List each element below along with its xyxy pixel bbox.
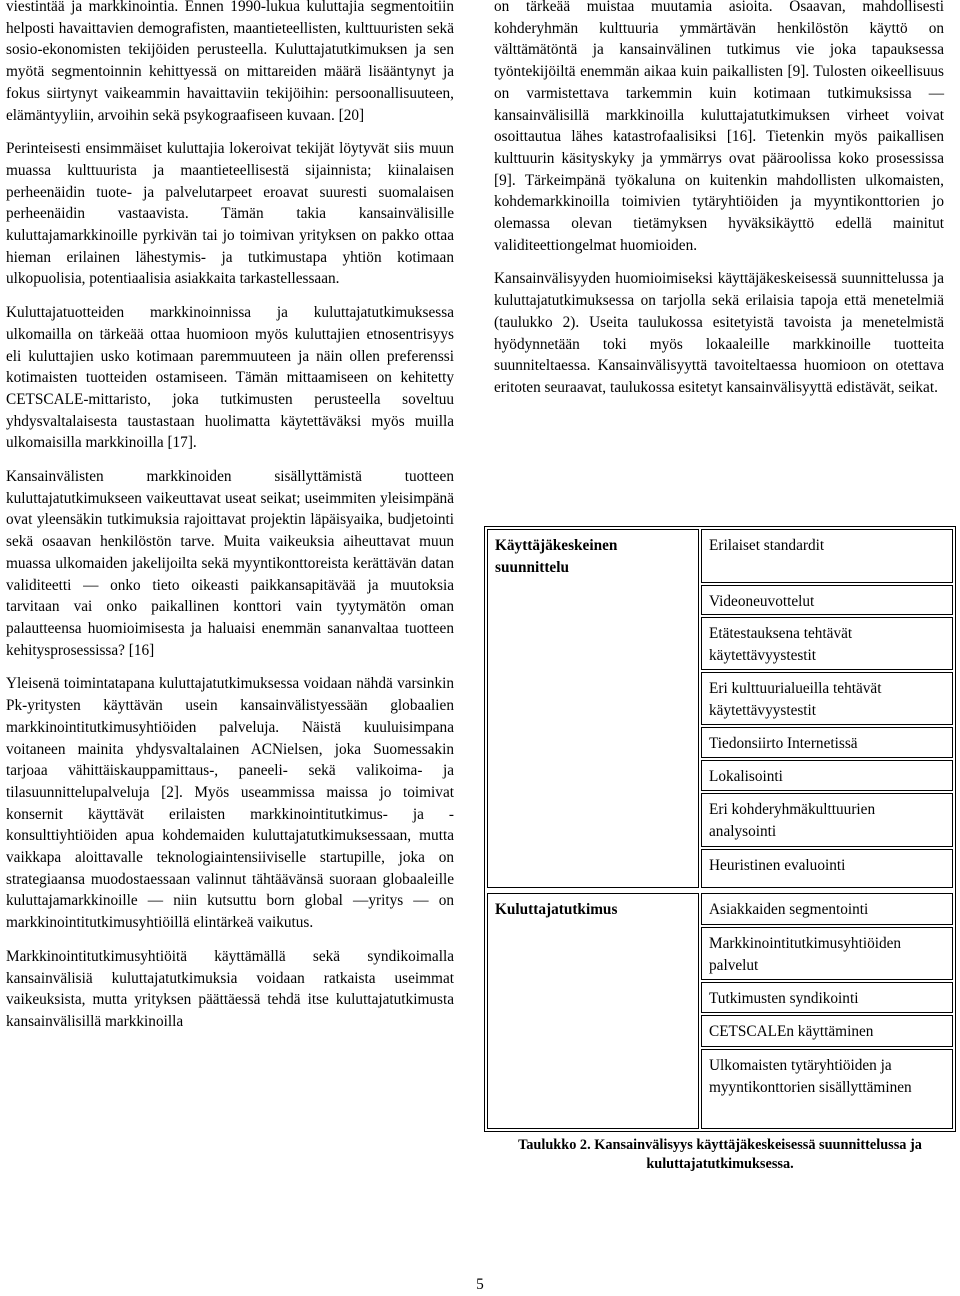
- page-number: 5: [476, 1276, 484, 1293]
- table-group-label: Kuluttajatutkimus: [487, 893, 699, 1129]
- paragraph: Yleisenä toimintatapana kuluttajatutkimuksessa voidaan nähdä varsinkin Pk-yritysten käyttävän usein kansainvälistyessään globaalien markkinointitutkimusyhtiöiden palveluja. Näistä kuuluisimpana voitaneen mainita yhdysvaltalainen ACNielsen, joka Suomessakin tarjoaa vähittäiskauppamittaus-, paneeli- sekä valikoima- ja tilasuunnittelupalveluja [2]. Myös useammissa maissa jo toimivat konsernit käyttävät erilaisten markkinointitutkimus- ja -konsulttiyhtiöiden apua kohdemaiden kuluttajatutkimuksessaan, mutta vaikkapa aloittavalle teknologiaintensiiviselle startupille, joka on strategiaansa muodostaessaan valinnut tähtäävänsä suoraan globaaleille kuluttajamarkkinoille — niin kutsuttu born global —yritys — on markkinointitutkimusyhtiöillä elintärkeä vaikutus.: [6, 675, 454, 932]
- paragraph: Kansainvälisyyden huomioimiseksi käyttäjäkeskeisessä suunnittelussa ja kuluttajatutkimuksessa on tarjolla sekä erilaisia tapoja että menetelmiä (taulukko 2). Useita taulukossa esitetyistä tavoista ja menetelmistä hyödynnetään toki myös lokaaleille markkinoille tuotteita suunniteltaessa. Kansainvälisyyttä tavoiteltaessa huomioon on otettava eritoten seuraavat, taulukossa esitetyt kansainvälisyyttä edistävät, seikat.: [494, 270, 944, 396]
- table-cell: Eri kohderyhmäkulttuurien analysointi: [701, 793, 953, 847]
- table-cell: Tutkimusten syndikointi: [701, 982, 953, 1013]
- table-cell: Ulkomaisten tytäryhtiöiden ja myyntikonttorien sisällyttäminen: [701, 1049, 953, 1129]
- right-column: [494, 0, 944, 411]
- table-cell: Lokalisointi: [701, 760, 953, 791]
- table-cell: CETSCALEn käyttäminen: [701, 1015, 953, 1047]
- table-cell: Markkinointitutkimusyhtiöiden palvelut: [701, 927, 953, 980]
- paragraph: Kuluttajatuotteiden markkinoinnissa ja kuluttajatutkimuksessa ulkomailla on tärkeää ottaa huomioon myös kuluttajien etnosentrisyys eli kuluttajien usko kotimaan paremmuuteen ja näin ollen preferenssi kotimaisten tuotteiden ostamiseen. Tämän mittaamiseen on kehitetty CETSCALE-mittaristo, joka tutkimusten perusteella soveltuu yhdysvaltalaisesta taustastaan huolimatta käytettäväksi myös muilla ulkomaisilla markkinoilla [17].: [6, 304, 454, 452]
- paragraph: Perinteisesti ensimmäiset kuluttajia lokeroivat tekijät löytyvät siis muun muassa kulttuurista ja maantieteellisestä sijainnista; kiinalaisen perheenäidin tuote- ja palvelutarpeet eroavat suuresti suomalaisen perheenäidin vastaavista. Tämän takia kansainvälisille kuluttajamarkkinoille pyrkivän tai jo toimivan yrityksen on pakko ottaa hieman erilainen lähestymis- ja tutkimustapa yhtiön kotimaan ulkopuolisia, potentiaalisia asiakkaita tarkastellessaan.: [6, 140, 454, 288]
- paragraph: viestintää ja markkinointia. Ennen 1990-lukua kuluttajia segmentoitiin helposti havaittavien demografisten, maantieteellisten, kulttuuristen sekä sosio-ekonomisten tekijöiden perusteella. Kuluttajatutkimuksen ja sen myötä segmentoinnin kehittyessä on mittareiden määrä lisääntynyt ja fokus siirtynyt vaikeammin havaittaviin tekijöihin: persoonallisuuteen, elämäntyyliin, arvoihin sekä psykograafiseen kuvaan. [20]: [6, 0, 454, 124]
- table-cell: Asiakkaiden segmentointi: [701, 893, 953, 925]
- paragraph: Markkinointitutkimusyhtiöitä käyttämällä sekä syndikoimalla kansainvälisiä kuluttajatutkimuksia voidaan ratkaista useimmat vaikeuksista, mutta yrityksen päättäessä tehdä itse kuluttajatutkimusta kansainvälisillä markkinoilla: [6, 947, 454, 1030]
- paragraph: on tärkeää muistaa muutamia asioita. Osaavan, mahdollisesti kohderyhmän kulttuuria ymmärtävän henkilöstön käyttö on välttämätöntä ja kansainvälinen tutkimus vie joka tapauksessa työntekijöiltä enemmän aikaa kuin paikallisten [9]. Tulosten oikeellisuus on varmistettava tarkemmin kuin kotimaan tutkimuksissa — kansainvälisillä markkinoilla kuluttajatutkimuksen virheet voivat osoittautua lähes katastrofaalisiksi [16]. Tietenkin myös paikallisen kulttuurin käsityskyky ja ymmärrys ovat pääroolissa koko prosessissa [9]. Tärkeimpänä työkaluna on kuitenkin mahdollisten ulkomaisten, kohdemarkkinoilla toimivien tytäryhtiöiden ja myyntikonttorien jo olemassa olevan tietämyksen hyväksikäyttö edellä mainitut validiteettiongelmat huomioiden.: [494, 0, 944, 254]
- table-cell: Eri kulttuurialueilla tehtävät käytettävyystestit: [701, 672, 953, 725]
- table-cell: Etätestauksena tehtävät käytettävyystestit: [701, 617, 953, 670]
- left-column: [6, 0, 454, 1045]
- table-group-label: Käyttäjäkeskeinen suunnittelu: [487, 529, 699, 888]
- table-cell: Tiedonsiirto Internetissä: [701, 727, 953, 758]
- table-caption: Taulukko 2. Kansainvälisyys käyttäjäkeskeisessä suunnittelussa ja kuluttajatutkimuksessa.: [518, 1137, 922, 1172]
- paragraph: Kansainvälisten markkinoiden sisällyttämistä tuotteen kuluttajatutkimukseen vaikeuttavat useat seikat; useimmiten yleisimpänä ovat yleensäkin tutkimuksia rajoittavat projektin läpäisyaika, budjetointi sekä osaavan henkilöstön tarve. Muita vaikeuksia aiheuttavat muun muassa ulkomaiden jakelijoilta sekä myyntikonttoreista kerättävän datan validiteetti — onko tieto oikeasti paikkansapitävää ja muutoksia tarvitaan vai onko paikallinen konttori vain tyytymätön oman palautteensa huomioimisesta ja haluaisi enemmän sananvaltaa tuotteen kehitysprosessissa? [16]: [6, 468, 454, 659]
- table-2: [484, 526, 956, 1132]
- table-cell: Erilaiset standardit: [701, 529, 953, 583]
- table-cell: Videoneuvottelut: [701, 585, 953, 615]
- table-cell: Heuristinen evaluointi: [701, 849, 953, 888]
